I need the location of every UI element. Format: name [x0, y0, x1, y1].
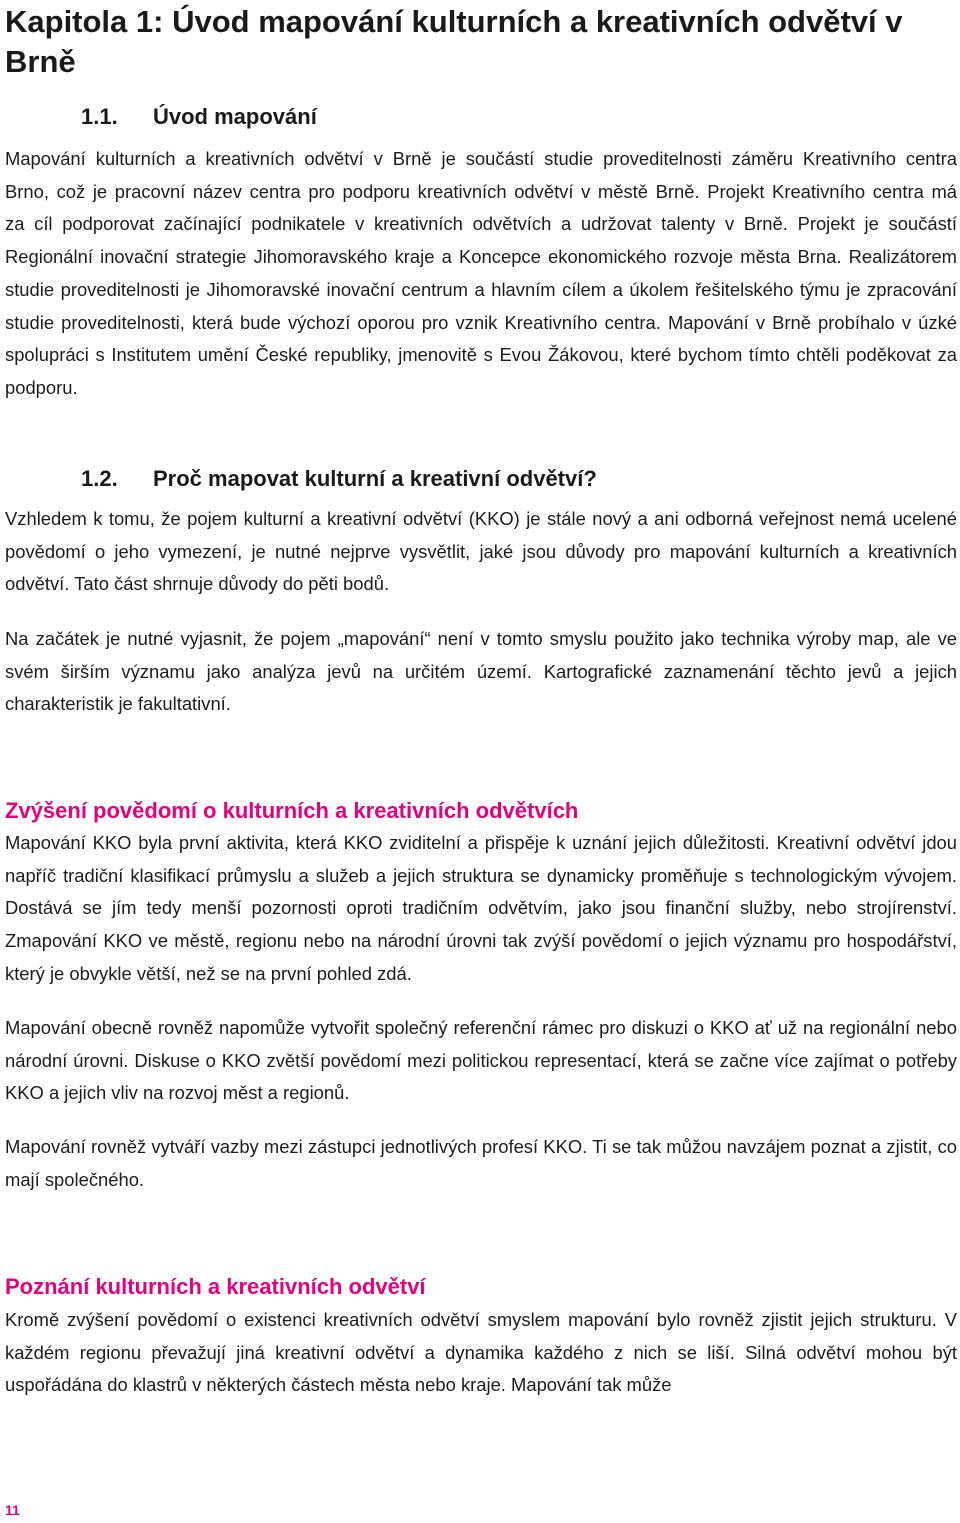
paragraph: Mapování rovněž vytváří vazby mezi zástupci jednotlivých profesí KKO. Ti se tak můžou navzájem poznat a zjistit, co mají společného. — [5, 1136, 957, 1190]
section-title: Úvod mapování — [153, 104, 317, 129]
section-heading-1-1 — [81, 103, 317, 131]
subsection-heading: Poznání kulturních a kreativních odvětví — [5, 1274, 426, 1299]
section-number: 1.1. — [81, 104, 118, 129]
paragraph: Kromě zvýšení povědomí o existenci kreativních odvětví smyslem mapování bylo rovněž zjistit jejich strukturu. V každém regionu převažují jiná kreativní odvětví a dynamika každého z nich se liší. Silná odvětví mohou být uspořádána do klastrů v některých částech města nebo kraje. Mapování tak může — [5, 1309, 957, 1396]
section-heading-1-2 — [81, 465, 597, 493]
paragraph: Mapování obecně rovněž napomůže vytvořit společný referenční rámec pro diskuzi o KKO ať už na regionální nebo národní úrovni. Diskuse o KKO zvětší povědomí mezi politickou representací, která se začne více zajímat o potřeby KKO a jejich vliv na rozvoj měst a regionů. — [5, 1017, 957, 1104]
paragraph: Mapování kulturních a kreativních odvětví v Brně je součástí studie proveditelnosti záměru Kreativního centra Brno, což je pracovní název centra pro podporu kreativních odvětví v městě Brně. Projekt Kreativního centra má za cíl podporovat začínající podnikatele v kreativních odvětvích a udržovat talenty v Brně. Projekt je součástí Regionální inovační strategie Jihomoravského kraje a Koncepce ekonomického rozvoje města Brna. Realizátorem studie proveditelnosti je Jihomoravské inovační centrum a hlavním cílem a úkolem řešitelského týmu je zpracování studie proveditelnosti, která bude výchozí oporou pro vznik Kreativního centra. Mapování v Brně probíhalo v úzké spolupráci s Institutem umění České republiky, jmenovitě s Evou Žákovou, které bychom tímto chtěli poděkovat za podporu. — [5, 148, 957, 398]
paragraph: Mapování KKO byla první aktivita, která KKO zviditelní a přispěje k uznání jejich důležitosti. Kreativní odvětví jdou napříč tradiční klasifikací průmyslu a služeb a jejich struktura se dynamicky proměňuje s technologickým vývojem. Dostává se jím tedy menší pozornosti oproti tradičním odvětvím, jako jsou finanční služby, nebo strojírenství. Zmapování KKO ve městě, regionu nebo na národní úrovni tak zvýší povědomí o jejich významu pro hospodářství, který je obvykle větší, než se na první pohled zdá. — [5, 832, 957, 984]
chapter-title: Kapitola 1: Úvod mapování kulturních a kreativních odvětví v Brně — [5, 4, 903, 79]
section-title: Proč mapovat kulturní a kreativní odvětví? — [153, 466, 597, 491]
paragraph: Na začátek je nutné vyjasnit, že pojem „mapování“ není v tomto smyslu použito jako technika výroby map, ale ve svém širším významu jako analýza jevů na určitém území. Kartografické zaznamenání těchto jevů a jejich charakteristik je fakultativní. — [5, 628, 957, 715]
subsection-heading: Zvýšení povědomí o kulturních a kreativních odvětvích — [5, 798, 579, 823]
section-number: 1.2. — [81, 466, 118, 491]
page-number: 11 — [5, 1502, 20, 1518]
paragraph: Vzhledem k tomu, že pojem kulturní a kreativní odvětví (KKO) je stále nový a ani odborná veřejnost nemá ucelené povědomí o jeho vymezení, je nutné nejprve vysvětlit, jaké jsou důvody pro mapování kulturních a kreativních odvětví. Tato část shrnuje důvody do pěti bodů. — [5, 508, 957, 595]
